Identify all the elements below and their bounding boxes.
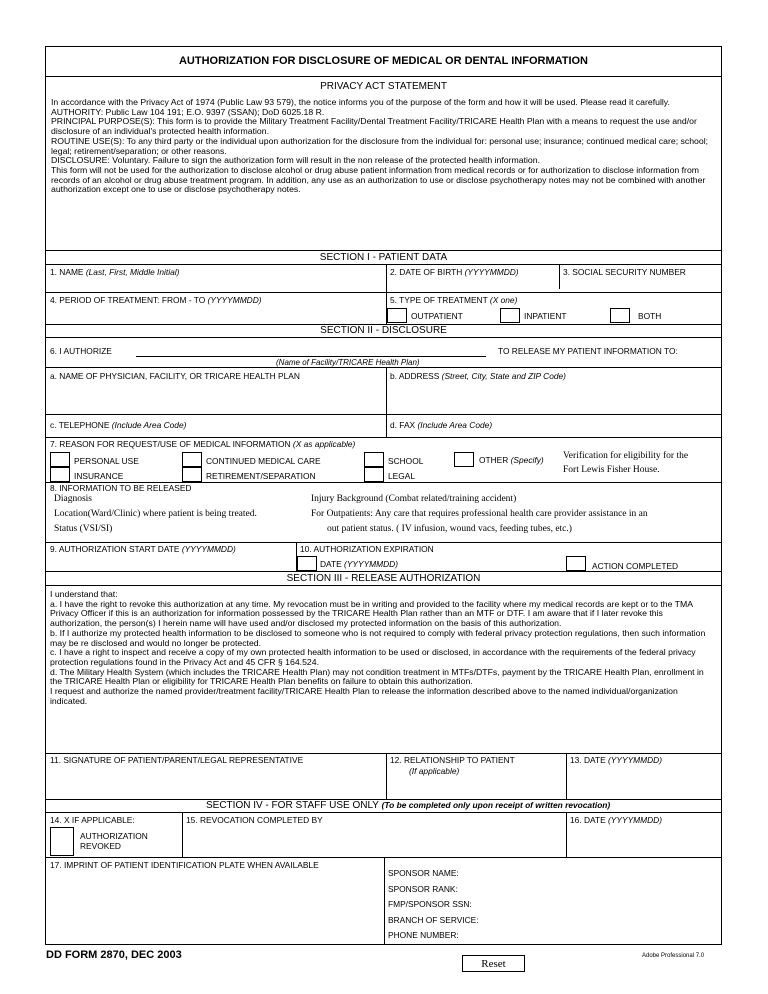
release-to-label: TO RELEASE MY PATIENT INFORMATION TO: — [498, 346, 678, 356]
insurance-label: INSURANCE — [74, 471, 124, 481]
expiration-label: 10. AUTHORIZATION EXPIRATION — [300, 544, 434, 554]
ssn-label: 3. SOCIAL SECURITY NUMBER — [563, 267, 686, 277]
fax-label: d. FAX (Include Area Code) — [390, 420, 493, 430]
school-label: SCHOOL — [388, 456, 424, 466]
legal-checkbox[interactable] — [364, 467, 384, 482]
privacy-statement — [51, 98, 716, 195]
expiration-date-label: DATE (YYYYMMDD) — [320, 559, 399, 569]
personal-use-checkbox[interactable] — [50, 452, 70, 467]
outpatient-label: OUTPATIENT — [411, 311, 463, 321]
other-checkbox[interactable] — [454, 452, 474, 467]
dob-label: 2. DATE OF BIRTH (YYYYMMDD) — [390, 267, 519, 277]
insurance-checkbox[interactable] — [50, 467, 70, 482]
period-label: 4. PERIOD OF TREATMENT: FROM - TO (YYYYMMDD) — [50, 295, 262, 305]
expiration-date-checkbox[interactable] — [297, 556, 317, 571]
section-4-heading: SECTION IV - FOR STAFF USE ONLY (To be completed only upon receipt of written revocation) — [206, 800, 611, 811]
both-checkbox[interactable] — [610, 308, 630, 323]
form-title: AUTHORIZATION FOR DISCLOSURE OF MEDICAL OR DENTAL INFORMATION — [178, 55, 589, 67]
retirement-checkbox[interactable] — [182, 467, 202, 482]
privacy-notice: This form will not be used for the authorization to disclose alcohol or drug abuse patient information from medical records or for authorization to disclose information from records of an alcohol or drug abuse treatment program. In addition, any use as an authorization to use or disclose psychotherapy notes may not be combined with another authorization except one to use or disclose psychotherapy notes. — [51, 164, 706, 195]
section-2-heading: SECTION II - DISCLOSURE — [320, 325, 447, 336]
outpatient-checkbox[interactable] — [387, 308, 407, 323]
revocation-completed-label: 15. REVOCATION COMPLETED BY — [186, 815, 323, 825]
relationship-hint: (If applicable) — [409, 766, 460, 776]
continued-care-checkbox[interactable] — [182, 452, 202, 467]
privacy-disclosure: DISCLOSURE: Voluntary. Failure to sign the authorization form will result in the non release of the protected health information. — [51, 155, 541, 166]
privacy-routine-use: ROUTINE USE(S): To any third party or the individual upon authorization for the disclosure from the individual for: personal use; insurance; continued medical care; school; legal; retirement/separation; or other reasons. — [51, 135, 709, 156]
revoked-label: AUTHORIZATION REVOKED — [80, 831, 148, 851]
inpatient-checkbox[interactable] — [500, 308, 520, 323]
both-label: BOTH — [638, 311, 662, 321]
reset-button[interactable]: Reset — [462, 955, 525, 972]
personal-use-label: PERSONAL USE — [74, 456, 139, 466]
section-3-heading: SECTION III - RELEASE AUTHORIZATION — [286, 573, 481, 584]
legal-label: LEGAL — [388, 471, 416, 481]
type-of-treatment-label: 5. TYPE OF TREATMENT (X one) — [390, 295, 518, 305]
reason-label: 7. REASON FOR REQUEST/USE OF MEDICAL INFORMATION (X as applicable) — [50, 439, 356, 449]
authorize-label: 6. I AUTHORIZE — [50, 346, 112, 356]
school-checkbox[interactable] — [364, 452, 384, 467]
date-16-label: 16. DATE (YYYYMMDD) — [570, 815, 662, 825]
start-date-label: 9. AUTHORIZATION START DATE (YYYYMMDD) — [50, 544, 236, 554]
action-completed-checkbox[interactable] — [566, 556, 586, 571]
name-label: 1. NAME (Last, First, Middle Initial) — [50, 267, 180, 277]
authorize-facility-line[interactable] — [136, 356, 486, 357]
info-to-release-left[interactable]: Diagnosis Location(Ward/Clinic) where patient is being treated. Status (VSI/SI) — [54, 494, 257, 534]
date-13-label: 13. DATE (YYYYMMDD) — [570, 755, 662, 765]
privacy-intro: In accordance with the Privacy Act of 1974 (Public Law 93 579), the notice informs you of the purpose of the form and how it will be used. Please read it carefully. — [51, 97, 670, 107]
retirement-label: RETIREMENT/SEPARATION — [206, 471, 316, 481]
action-completed-label: ACTION COMPLETED — [592, 561, 679, 571]
physician-label: a. NAME OF PHYSICIAN, FACILITY, OR TRICARE HEALTH PLAN — [50, 371, 300, 381]
relationship-label: 12. RELATIONSHIP TO PATIENT — [390, 755, 515, 765]
release-authorization-text: I understand that: a. I have the right to revoke this authorization at any time. My revocation must be in writing and provided to the facility where my medical records are kept or to the TMA Privacy Officer if this is an authorization for information possessed by the TRICARE Health Plan rather than an MTF or DTF. I am aware that if I later revoke this authorization, the person(s) I herein name will have used and/or disclosed my protected information on the basis of this authorization. b. If I authorize my protected health information to be disclosed to someone who is not required to comply with federal privacy protection regulations, then such information may be re disclosed and would no longer be protected. c. I have a right to inspect and receive a copy of my own protected health information to be used or disclosed, in accordance with the requirements of the federal privacy protection regulations found in the Privacy Act and 45 CFR § 164.524. d. The Military Health System (which includes the TRICARE Health Plan) may not condition treatment in MTFs/DTFs, payment by the TRICARE Health Plan, enrollment in the TRICARE Health Plan or eligibility for TRICARE Health Plan benefits on failure to obtain this authorization. I request and authorize the named provider/treatment facility/TRICARE Health Plan to release the information described above to the named individual/organization indicated. — [50, 589, 706, 706]
info-to-release-right[interactable]: Injury Background (Combat related/training accident) For Outpatients: Any care that requires professional health care provider assistance in an out patient status. ( IV infusion, wound vacs, feeding tubes, etc.) — [311, 494, 648, 534]
continued-care-label: CONTINUED MEDICAL CARE — [206, 456, 321, 466]
sponsor-info[interactable]: SPONSOR NAME: SPONSOR RANK: FMP/SPONSOR SSN: BRANCH OF SERVICE: PHONE NUMBER: — [388, 868, 479, 940]
revoked-checkbox[interactable] — [50, 827, 74, 856]
privacy-authority: AUTHORITY: Public Law 104 191; E.O. 9397 (SSAN); DoD 6025.18 R. — [51, 106, 325, 117]
privacy-purpose: PRINCIPAL PURPOSE(S): This form is to provide the Military Treatment Facility/Dental Treatment Facility/TRICARE Health Plan with a means to request the use and/or disclosure of an individual's protected health information. — [51, 116, 697, 137]
info-to-release-label: 8. INFORMATION TO BE RELEASED — [50, 483, 192, 493]
x-if-applicable-label: 14. X IF APPLICABLE: — [50, 815, 135, 825]
software-label: Adobe Professional 7.0 — [642, 953, 705, 959]
form-id: DD FORM 2870, DEC 2003 — [46, 949, 182, 961]
inpatient-label: INPATIENT — [524, 311, 567, 321]
privacy-heading: PRIVACY ACT STATEMENT — [320, 81, 447, 92]
other-label: OTHER (Specify) — [479, 455, 544, 465]
other-specify-text[interactable]: Verification for eligibility for the Fort Lewis Fisher House. — [563, 451, 689, 475]
section-1-heading: SECTION I - PATIENT DATA — [319, 252, 448, 263]
address-label: b. ADDRESS (Street, City, State and ZIP Code) — [390, 371, 566, 381]
facility-hint: (Name of Facility/TRICARE Health Plan) — [276, 358, 420, 367]
authorization-form — [45, 46, 722, 945]
signature-label: 11. SIGNATURE OF PATIENT/PARENT/LEGAL REPRESENTATIVE — [50, 755, 304, 765]
imprint-label: 17. IMPRINT OF PATIENT IDENTIFICATION PLATE WHEN AVAILABLE — [50, 860, 319, 870]
telephone-label: c. TELEPHONE (Include Area Code) — [50, 420, 187, 430]
